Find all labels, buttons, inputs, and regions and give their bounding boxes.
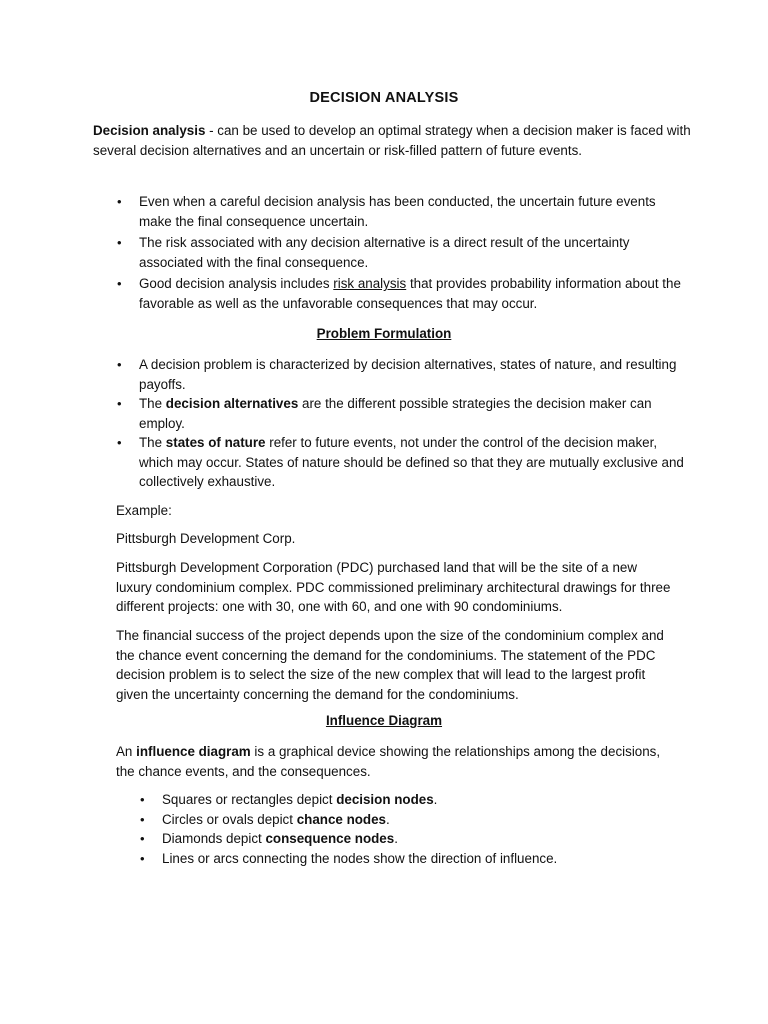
term-decision-nodes: decision nodes: [336, 792, 434, 807]
list-item-text: Squares or rectangles depict: [162, 792, 337, 807]
problem-formulation-heading: Problem Formulation: [316, 326, 452, 341]
list-item-text: The: [139, 396, 166, 411]
list-item: [117, 192, 687, 231]
example-company: Pittsburgh Development Corp.: [116, 531, 296, 546]
page-title: DECISION ANALYSIS: [309, 90, 459, 106]
list-item: [140, 790, 682, 810]
intro-bullet-list: [117, 192, 687, 315]
intro-text: - can be used to develop an optimal strategy when a decision maker is faced with several decision alternatives and an uncertain or risk-filled pattern of future events.: [93, 123, 691, 158]
list-item: [117, 394, 687, 433]
bullet-icon: •: [140, 850, 145, 866]
list-item: [117, 355, 687, 394]
list-item-text: .: [394, 831, 398, 846]
term-states-of-nature: states of nature: [165, 435, 266, 450]
list-item-text: .: [386, 811, 390, 827]
paragraph-text: is a graphical device showing the relationships among the decisions, the chance events, and the consequences.: [116, 744, 661, 779]
list-item-text: A decision problem is characterized by decision alternatives, states of nature, and resulting payoffs.: [139, 357, 677, 392]
list-item-text: Lines or arcs connecting the nodes show the direction of influence.: [162, 850, 558, 866]
influence-diagram-heading: Influence Diagram: [325, 713, 443, 728]
example-paragraph-2: The financial success of the project depends upon the size of the condominium complex and the chance event concerning the demand for the condominiums. The statement of the PDC decision problem is to select the size of the new complex that will lead to the largest profit given the uncertainty concerning the demand for the condominiums.: [116, 628, 664, 702]
intro-paragraph: [93, 121, 693, 160]
list-item-text: Diamonds depict: [162, 831, 266, 846]
bullet-icon: •: [117, 194, 122, 209]
list-item-text: that provides probability information about the favorable as well as the unfavorable consequences that may occur.: [139, 276, 681, 311]
risk-analysis-link[interactable]: risk analysis: [333, 276, 407, 291]
bullet-icon: •: [117, 235, 122, 250]
bullet-icon: •: [117, 396, 122, 411]
paragraph-text: An: [116, 744, 137, 759]
list-item-text: The: [139, 435, 166, 450]
bullet-icon: •: [117, 435, 122, 450]
list-item: [140, 810, 682, 830]
list-item: [117, 274, 687, 313]
influence-intro-paragraph: [116, 742, 676, 781]
bullet-icon: •: [117, 357, 122, 372]
term-decision-alternatives: decision alternatives: [165, 396, 299, 411]
intro-term: Decision analysis: [93, 123, 206, 138]
list-item-text: Good decision analysis includes: [139, 276, 334, 291]
bullet-icon: •: [140, 792, 145, 807]
list-item: [117, 433, 687, 492]
list-item: [140, 849, 682, 869]
example-label: Example:: [116, 503, 172, 518]
list-item: [140, 829, 682, 849]
problem-bullet-list: [117, 355, 687, 492]
bullet-icon: •: [140, 831, 145, 846]
bullet-icon: •: [117, 276, 122, 291]
term-chance-nodes: chance nodes: [296, 811, 387, 827]
term-influence-diagram: influence diagram: [136, 744, 251, 759]
list-item-text: Circles or ovals depict: [162, 811, 297, 827]
list-item-text: Even when a careful decision analysis has been conducted, the uncertain future events make the final consequence uncertain.: [139, 194, 656, 229]
influence-bullet-list: [140, 790, 682, 868]
example-paragraph-1: Pittsburgh Development Corporation (PDC) purchased land that will be the site of a new luxury condominium complex. PDC commissioned preliminary architectural drawings for three different projects: one with 30, one with 60, and one with 90 condominiums.: [116, 560, 671, 614]
list-item-text: The risk associated with any decision alternative is a direct result of the uncertainty associated with the final consequence.: [139, 235, 630, 270]
list-item-text: refer to future events, not under the control of the decision maker, which may occur. States of nature should be defined so that they are mutually exclusive and collectively exhaustive.: [139, 435, 684, 489]
list-item-text: .: [433, 792, 438, 807]
list-item-text: are the different possible strategies the decision maker can employ.: [139, 396, 652, 431]
term-consequence-nodes: consequence nodes: [265, 831, 395, 846]
bullet-icon: •: [140, 811, 145, 827]
list-item: [117, 233, 687, 272]
